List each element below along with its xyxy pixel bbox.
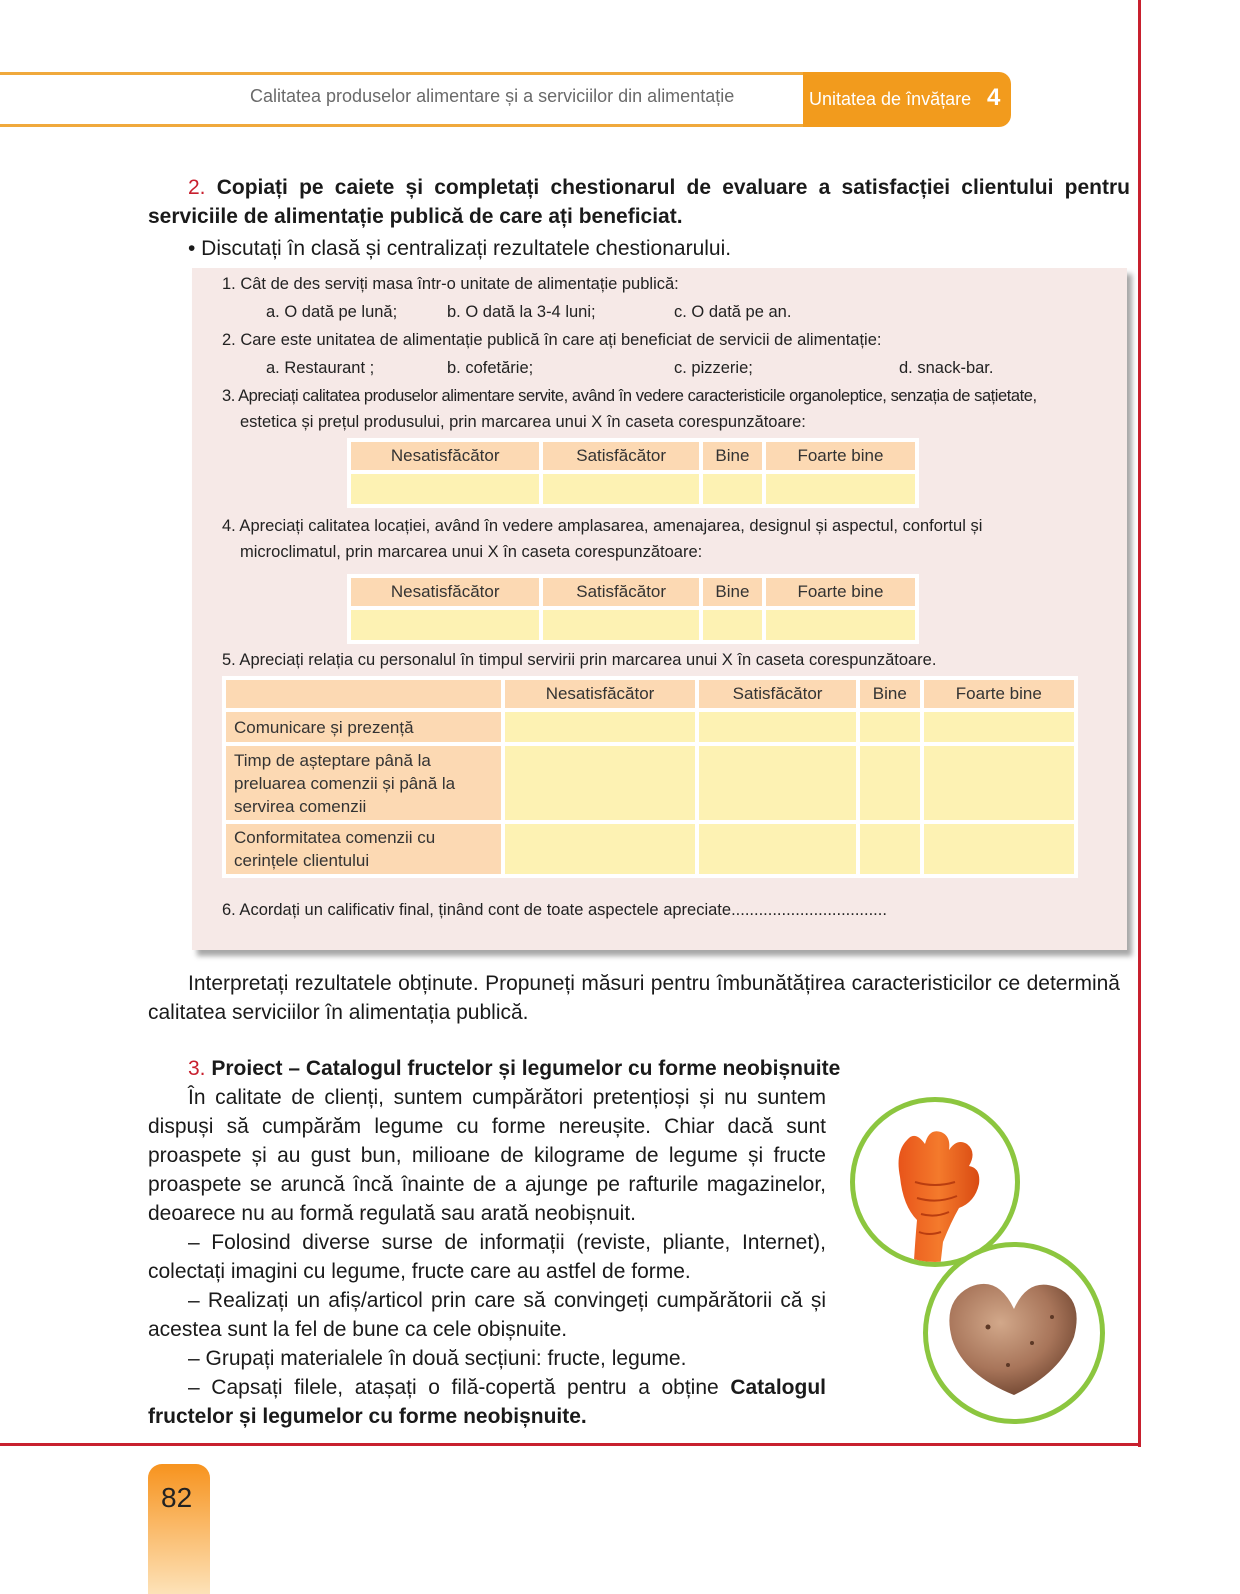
- question-4-line-2: microclimatul, prin marcarea unui X în caseta corespunzătoare:: [240, 543, 703, 561]
- q2-option-d: d. snack-bar.: [899, 359, 994, 377]
- q3-rating-table: [347, 438, 919, 508]
- q5-answer-cell[interactable]: [860, 712, 920, 742]
- exercise-2-title: [148, 173, 1130, 231]
- header-line-top: [0, 72, 810, 75]
- q5-header-satisfacator: Satisfăcător: [699, 680, 856, 708]
- q5-answer-cell[interactable]: [505, 824, 695, 874]
- page-border-bottom: [0, 1443, 1141, 1446]
- question-2: 2. Care este unitatea de alimentație publică în care ați beneficiat de servicii de alimentație:: [222, 331, 882, 349]
- exercise-3-step-3: – Grupați materialele în două secțiuni: fructe, legume.: [188, 1347, 687, 1370]
- q5-row-label: Conformitatea comenzii cu cerințele clientului: [226, 824, 501, 874]
- potato-icon: [928, 1247, 1100, 1419]
- exercise-3-step-1: – Folosind diverse surse de informații (reviste, pliante, Internet), colectați imagini cu legume, fructe care au astfel de forme.: [148, 1231, 826, 1283]
- q5-answer-cell[interactable]: [924, 712, 1074, 742]
- q5-answer-cell[interactable]: [505, 746, 695, 820]
- q4-answer-cell[interactable]: [703, 610, 762, 640]
- exercise-2-number: 2.: [188, 176, 206, 199]
- q4-answer-cell[interactable]: [351, 610, 539, 640]
- carrot-icon: [855, 1102, 1015, 1262]
- q4-rating-table: [347, 574, 919, 644]
- q4-header-nesatisfacator: Nesatisfăcător: [351, 578, 539, 606]
- q5-answer-cell[interactable]: [699, 712, 856, 742]
- exercise-3-heading: Proiect – Catalogul fructelor și legumelor cu forme neobișnuite: [211, 1057, 841, 1080]
- chapter-title: Calitatea produselor alimentare și a serviciilor din alimentație: [250, 86, 735, 106]
- page-number-tab: [148, 1464, 210, 1594]
- q5-header-bine: Bine: [860, 680, 920, 708]
- q4-answer-cell[interactable]: [766, 610, 915, 640]
- q1-option-c: c. O dată pe an.: [674, 303, 792, 321]
- exercise-3-step-4: [148, 1373, 826, 1431]
- unit-number: 4: [987, 84, 1001, 111]
- q5-answer-cell[interactable]: [699, 824, 856, 874]
- question-6: 6. Acordați un calificativ final, ținând cont de toate aspectele apreciate..................................: [222, 901, 887, 919]
- q5-header-foarte-bine: Foarte bine: [924, 680, 1074, 708]
- carrot-photo: [850, 1097, 1020, 1267]
- q5-header-nesatisfacator: Nesatisfăcător: [505, 680, 695, 708]
- q5-row-label: Timp de așteptare până la preluarea comenzii și până la servirea comenzii: [226, 746, 501, 820]
- page-border-right: [1138, 0, 1141, 1447]
- question-3-line-2: estetica și prețul produsului, prin marcarea unui X în caseta corespunzătoare:: [240, 413, 806, 431]
- q5-row-label: Comunicare și prezență: [226, 712, 501, 742]
- unit-label: Unitatea de învățare: [809, 89, 972, 109]
- exercise-2-bullet: • Discutați în clasă și centralizați rezultatele chestionarului.: [188, 237, 732, 260]
- exercise-3-step-2: – Realizați un afiș/articol prin care să convingeți cumpărătorii că și acestea sunt la fel de bune ca cele obișnuite.: [148, 1289, 826, 1341]
- q1-option-a: a. O dată pe lună;: [266, 303, 398, 321]
- q3-header-nesatisfacator: Nesatisfăcător: [351, 442, 539, 470]
- q5-answer-cell[interactable]: [924, 746, 1074, 820]
- q3-answer-cell[interactable]: [703, 474, 762, 504]
- q2-option-b: b. cofetărie;: [447, 359, 534, 377]
- exercise-3-number: 3.: [188, 1057, 206, 1080]
- interpretation-text: Interpretați rezultatele obținute. Propuneți măsuri pentru îmbunătățirea caracteristicilor ce determină calitatea serviciilor în alimentația publică.: [148, 972, 1120, 1024]
- q4-header-satisfacator: Satisfăcător: [543, 578, 699, 606]
- q5-answer-cell[interactable]: [860, 824, 920, 874]
- question-3-line-1: 3. Apreciați calitatea produselor alimentare servite, având în vedere caracteristicile organoleptice, senzația de sațietate,: [222, 387, 1037, 405]
- q3-answer-cell[interactable]: [351, 474, 539, 504]
- exercise-2-instruction: Copiați pe caiete și completați chestionarul de evaluare a satisfacției clientului pentru serviciile de alimentație publică de care ați beneficiat.: [148, 176, 1130, 228]
- question-5: 5. Apreciați relația cu personalul în timpul servirii prin marcarea unui X în caseta corespunzătoare.: [222, 651, 937, 669]
- q5-answer-cell[interactable]: [505, 712, 695, 742]
- q3-header-satisfacator: Satisfăcător: [543, 442, 699, 470]
- q4-header-bine: Bine: [703, 578, 762, 606]
- q3-header-bine: Bine: [703, 442, 762, 470]
- question-4-line-1: 4. Apreciați calitatea locației, având în vedere amplasarea, amenajarea, designul și aspectul, confortul și: [222, 517, 983, 535]
- q3-answer-cell[interactable]: [766, 474, 915, 504]
- exercise-3-intro: În calitate de clienți, suntem cumpărători pretențioși și nu suntem dispuși să cumpărăm legume cu forme nereușite. Chiar dacă sunt proaspete și au gust bun, milioane de kilograme de legume și fructe proaspete se aruncă încă înainte de a ajunge pe rafturile magazinelor, deoarece nu au formă regulată sau arată neobișnuit.: [148, 1086, 826, 1225]
- exercise-3-title: [188, 1054, 840, 1083]
- q4-answer-cell[interactable]: [543, 610, 699, 640]
- q5-answer-cell[interactable]: [924, 824, 1074, 874]
- q5-rating-table: [222, 676, 1078, 878]
- q3-answer-cell[interactable]: [543, 474, 699, 504]
- question-1: 1. Cât de des serviți masa într-o unitate de alimentație publică:: [222, 275, 679, 293]
- step-4-text: – Capsați filele, atașați o filă-copertă pentru a obține: [188, 1376, 731, 1399]
- q5-header-blank: [226, 680, 501, 708]
- header-line-bottom: [0, 124, 810, 127]
- page-number: 82: [161, 1482, 193, 1513]
- step-4-catalog-title: Catalogul fructelor și legumelor cu forme neobișnuite.: [148, 1376, 826, 1428]
- potato-photo: [923, 1242, 1105, 1424]
- q2-option-c: c. pizzerie;: [674, 359, 753, 377]
- unit-tab: [803, 72, 1011, 127]
- q5-answer-cell[interactable]: [860, 746, 920, 820]
- q2-option-a: a. Restaurant ;: [266, 359, 375, 377]
- q1-option-b: b. O dată la 3-4 luni;: [447, 303, 596, 321]
- q4-header-foarte-bine: Foarte bine: [766, 578, 915, 606]
- q5-answer-cell[interactable]: [699, 746, 856, 820]
- q3-header-foarte-bine: Foarte bine: [766, 442, 915, 470]
